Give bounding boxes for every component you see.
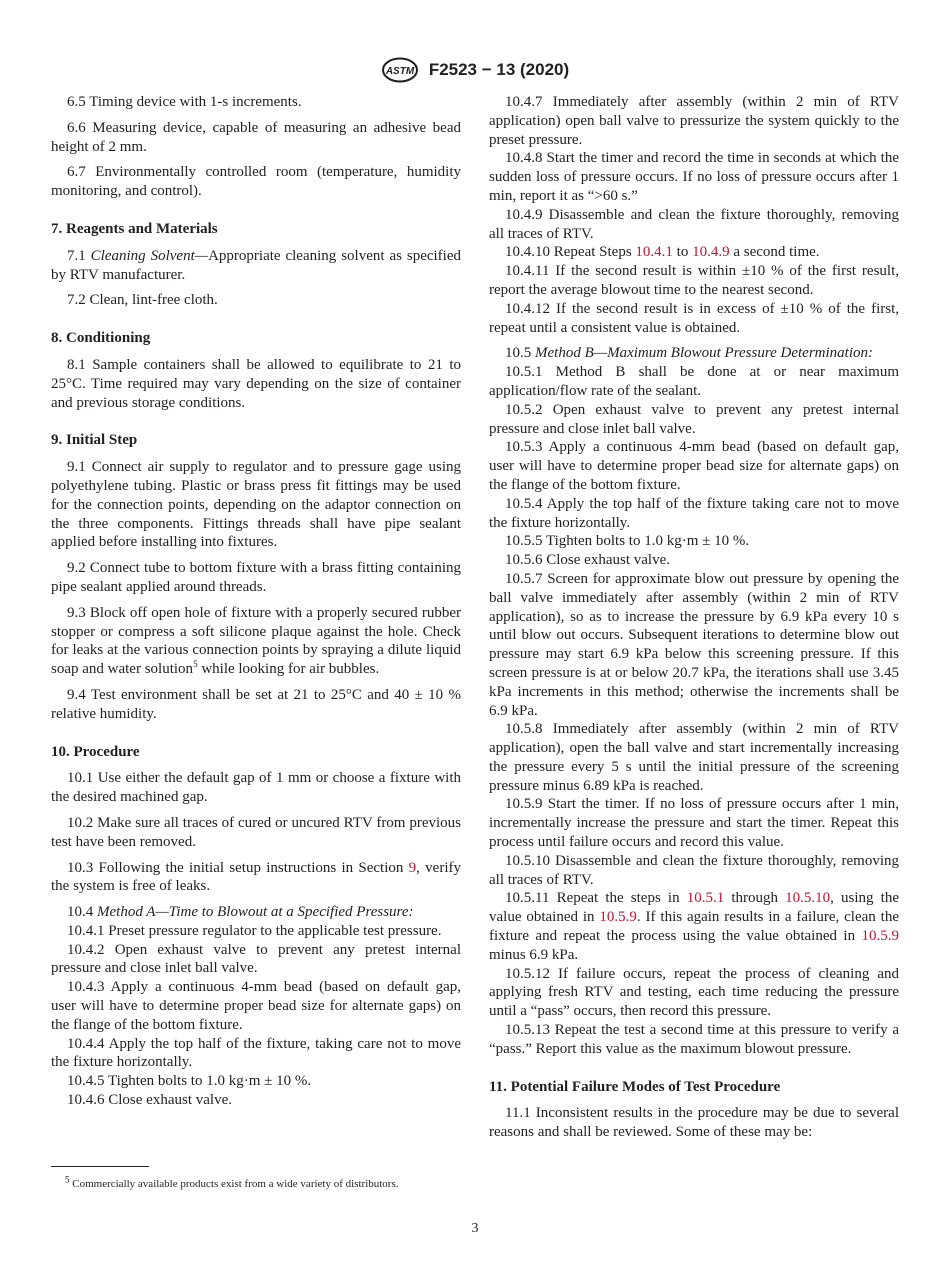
step-link[interactable]: 10.5.9 — [599, 909, 637, 926]
paragraph-7-2: 7.2 Clean, lint-free cloth. — [67, 292, 218, 309]
paragraph-10-5-13: 10.5.13 Repeat the test a second time at this pressure to verify a “pass.” Report this value as the maximum blowout pressure. — [489, 1022, 899, 1057]
paragraph-10-5-9: 10.5.9 Start the timer. If no loss of pressure occurs after 1 min, incrementally increase the pressure and start the timer. Repeat this process until failure occurs and record this value. — [489, 796, 899, 851]
paragraph-8-1: 8.1 Sample containers shall be allowed to equilibrate to 21 to 25°C. Time required may vary depending on the size of container and previous storage conditions. — [51, 356, 461, 411]
paragraph-9-2: 9.2 Connect tube to bottom fixture with a brass fitting containing pipe sealant applied around threads. — [51, 560, 461, 595]
paragraph-9-1: 9.1 Connect air supply to regulator and to pressure gage using polyethylene tubing. Plastic or brass press fit fittings may be used for the connection points, depending on the adaptor connection on the three components. Fittings threads shall have pipe sealant applied before installing into fixtures. — [51, 459, 461, 551]
paragraph-6-6: 6.6 Measuring device, capable of measuring an adhesive bead height of 2 mm. — [51, 119, 461, 155]
paragraph-10-4-8: 10.4.8 Start the timer and record the time in seconds at which the sudden loss of pressure occurs. If no loss of pressure occurs after 1 min, report it as “>60 s.” — [489, 150, 899, 204]
paragraph-10-4-9: 10.4.9 Disassemble and clean the fixture thoroughly, removing all traces of RTV. — [489, 206, 899, 242]
section-link[interactable]: 9 — [408, 859, 417, 876]
paragraph-10-5-2: 10.5.2 Open exhaust valve to prevent any pretest internal pressure and close inlet ball valve. — [489, 401, 899, 437]
paragraph-10-3: 10.3 Following the initial setup instructions in Section 9, verify the system is free of leaks. — [51, 859, 461, 895]
paragraph-7-1: 7.1 Cleaning Solvent—Appropriate cleaning solvent as specified by RTV manufacturer. — [51, 247, 461, 283]
paragraph-10-5: 10.5 Method B—Maximum Blowout Pressure Determination: — [505, 345, 874, 362]
paragraph-10-5-1: 10.5.1 Method B shall be done at or near maximum application/flow rate of the sealant. — [489, 364, 899, 399]
paragraph-10-4-3: 10.4.3 Apply a continuous 4-mm bead (based on default gap, user will have to determine proper bead size for alternate gaps) on the flange of the bottom fixture. — [51, 979, 461, 1033]
paragraph-9-3: 9.3 Block off open hole of fixture with a properly secured rubber stopper or compress a soft silicone plaque against the hole. Check for leaks at the various connection points by spraying a dilute liquid soap and water solution$^5$ while looking for air bubbles. — [51, 604, 461, 678]
paragraph-10-4-1: 10.4.1 Preset pressure regulator to the applicable test pressure. — [67, 922, 442, 939]
footnote-divider — [51, 1166, 149, 1167]
paragraph-6-7: 6.7 Environmentally controlled room (temperature, humidity monitoring, and control). — [51, 164, 461, 200]
paragraph-10-5-12: 10.5.12 If failure occurs, repeat the process of cleaning and applying fresh RTV and testing, each time reducing the pressure until a “pass” occurs, then record this pressure. — [489, 965, 899, 1020]
section-11-heading: 11. Potential Failure Modes of Test Procedure — [489, 1078, 781, 1095]
step-link[interactable]: 10.5.9 — [861, 928, 899, 945]
page-header — [0, 57, 950, 83]
step-link[interactable]: 10.5.1 — [686, 890, 725, 907]
paragraph-10-4-11: 10.4.11 If the second result is within ±10 % of the first result, report the average blowout time to the nearest second. — [489, 263, 899, 298]
paragraph-9-4: 9.4 Test environment shall be set at 21 to 25°C and 40 ± 10 % relative humidity. — [51, 686, 461, 722]
section-9-heading: 9. Initial Step — [51, 432, 138, 449]
page-number: 3 — [471, 1221, 479, 1236]
paragraph-10-4-2: 10.4.2 Open exhaust valve to prevent any pretest internal pressure and close inlet ball valve. — [51, 941, 461, 977]
paragraph-10-5-8: 10.5.8 Immediately after assembly (within 2 min of RTV application), open the ball valve and start incrementally increasing the pressure every 5 s until the initial pressure of the screening pressure minus 6.89 kPa is reached. — [489, 721, 899, 794]
paragraph-10-4-6: 10.4.6 Close exhaust valve. — [67, 1092, 232, 1109]
paragraph-10-4-10: 10.4.10 Repeat Steps 10.4.1 to 10.4.9 a second time. — [505, 244, 820, 261]
paragraph-10-5-4: 10.5.4 Apply the top half of the fixture taking care not to move the fixture horizontally. — [489, 495, 899, 531]
paragraph-10-4-4: 10.4.4 Apply the top half of the fixture, taking care not to move the fixture horizontally. — [51, 1035, 461, 1071]
footnote: $^5$ Commercially available products exist from a wide variety of distributors. — [65, 1174, 399, 1190]
paragraph-10-5-7: 10.5.7 Screen for approximate blow out pressure by opening the ball valve immediately after assembly (within 2 min of RTV application), so as to increase the pressure by 6.9 kPa every 10 s until blow out occurs. Subsequent iterations to determine blow out pressure may start 6.9 kPa below this screening pressure. If this screen pressure is at or below 20.7 kPa, the iterations shall use 3.45 kPa increments in this method; otherwise the increments shall be 6.9 kPa. — [489, 570, 899, 719]
paragraph-10-2: 10.2 Make sure all traces of cured or uncured RTV from previous test have been removed. — [51, 814, 461, 850]
paragraph-10-5-10: 10.5.10 Disassemble and clean the fixture thoroughly, removing all traces of RTV. — [489, 852, 899, 888]
paragraph-10-5-3: 10.5.3 Apply a continuous 4-mm bead (based on default gap, user will have to determine proper bead size for alternate gaps) on the flange of the bottom fixture. — [489, 439, 899, 493]
paragraph-10-4-7: 10.4.7 Immediately after assembly (within 2 min of RTV application) open ball valve to pressurize the system quickly to the preset pressure. — [489, 94, 899, 148]
section-8-heading: 8. Conditioning — [51, 330, 151, 347]
paragraph-6-5: 6.5 Timing device with 1-s increments. — [67, 94, 302, 110]
document-id: F2523 − 13 (2020) — [428, 60, 570, 79]
paragraph-10-4: 10.4 Method A—Time to Blowout at a Specified Pressure: — [67, 904, 414, 921]
step-link[interactable]: 10.5.10 — [785, 890, 831, 907]
section-7-heading: 7. Reagents and Materials — [51, 220, 218, 237]
paragraph-10-5-5: 10.5.5 Tighten bolts to 1.0 kg·m ± 10 %. — [505, 533, 750, 550]
paragraph-11-1: 11.1 Inconsistent results in the procedure may be due to several reasons and shall be reviewed. Some of these may be: — [489, 1105, 899, 1141]
astm-logo-icon — [381, 57, 419, 83]
paragraph-10-4-5: 10.4.5 Tighten bolts to 1.0 kg·m ± 10 %. — [67, 1073, 312, 1090]
paragraph-10-5-6: 10.5.6 Close exhaust valve. — [505, 552, 670, 569]
paragraph-10-1: 10.1 Use either the default gap of 1 mm or choose a fixture with the desired machined gap. — [51, 770, 461, 806]
right-column — [489, 93, 899, 1142]
left-column — [51, 93, 461, 1110]
footnote-ref-5[interactable]: 5 — [193, 659, 198, 670]
step-link[interactable]: 10.4.1 — [635, 244, 673, 261]
paragraph-10-4-12: 10.4.12 If the second result is in excess of ±10 % of the first, repeat until a consistent value is obtained. — [489, 300, 899, 336]
section-10-heading: 10. Procedure — [51, 743, 140, 760]
paragraph-10-5-11: 10.5.11 Repeat the steps in 10.5.1 through 10.5.10, using the value obtained in 10.5.9. If this again results in a failure, clean the fixture and repeat the process using the value obtained in 10.5.9 minus 6.9 kPa. — [489, 890, 899, 963]
step-link[interactable]: 10.4.9 — [692, 244, 730, 261]
astm-logo-text: ASTM — [385, 66, 414, 77]
